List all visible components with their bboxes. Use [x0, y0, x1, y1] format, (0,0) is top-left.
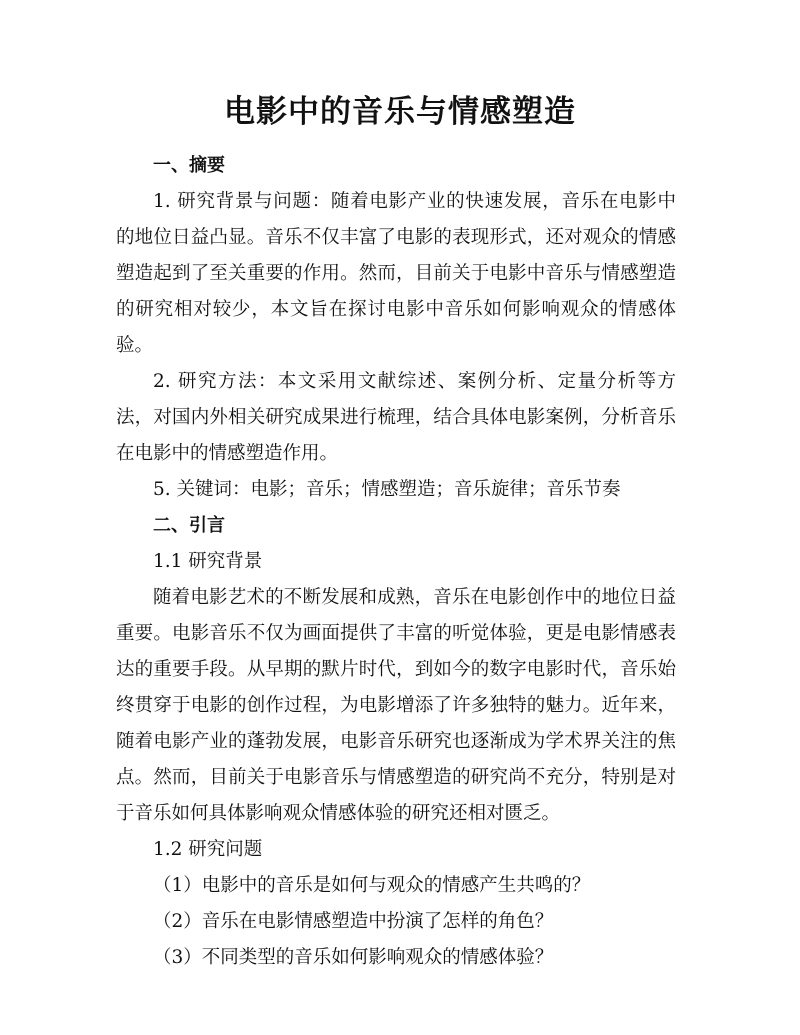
document-body: [116, 148, 676, 976]
abstract-paragraph-background: 1. 研究背景与问题：随着电影产业的快速发展，音乐在电影中的地位日益凸显。音乐不仅丰富了电影的表现形式，还对观众的情感塑造起到了至关重要的作用。然而，目前关于电影中音乐与情感塑造的研究相对较少，本文旨在探讨电影中音乐如何影响观众的情感体验。: [116, 191, 676, 356]
section-heading-introduction: 二、引言: [153, 515, 225, 536]
research-question-1: （1）电影中的音乐是如何与观众的情感产生共鸣的？: [153, 875, 591, 896]
research-question-3: （3）不同类型的音乐如何影响观众的情感体验？: [153, 947, 554, 968]
subsection-heading-questions: 1.2 研究问题: [153, 839, 263, 860]
abstract-paragraph-method: 2. 研究方法：本文采用文献综述、案例分析、定量分析等方法，对国内外相关研究成果进行梳理，结合具体电影案例，分析音乐在电影中的情感塑造作用。: [116, 371, 676, 464]
document-title: 电影中的音乐与情感塑造: [224, 94, 576, 130]
subsection-heading-background: 1.1 研究背景: [153, 551, 263, 572]
section-heading-abstract: 一、摘要: [153, 155, 225, 176]
intro-paragraph-background: 随着电影艺术的不断发展和成熟，音乐在电影创作中的地位日益重要。电影音乐不仅为画面提供了丰富的听觉体验，更是电影情感表达的重要手段。从早期的默片时代，到如今的数字电影时代，音乐始终贯穿于电影的创作过程，为电影增添了许多独特的魅力。近年来，随着电影产业的蓬勃发展，电影音乐研究也逐渐成为学术界关注的焦点。然而，目前关于电影音乐与情感塑造的研究尚不充分，特别是对于音乐如何具体影响观众情感体验的研究还相对匮乏。: [116, 587, 676, 824]
abstract-paragraph-keywords: 5. 关键词：电影；音乐；情感塑造；音乐旋律；音乐节奏: [153, 479, 621, 500]
research-question-2: （2）音乐在电影情感塑造中扮演了怎样的角色？: [153, 911, 554, 932]
